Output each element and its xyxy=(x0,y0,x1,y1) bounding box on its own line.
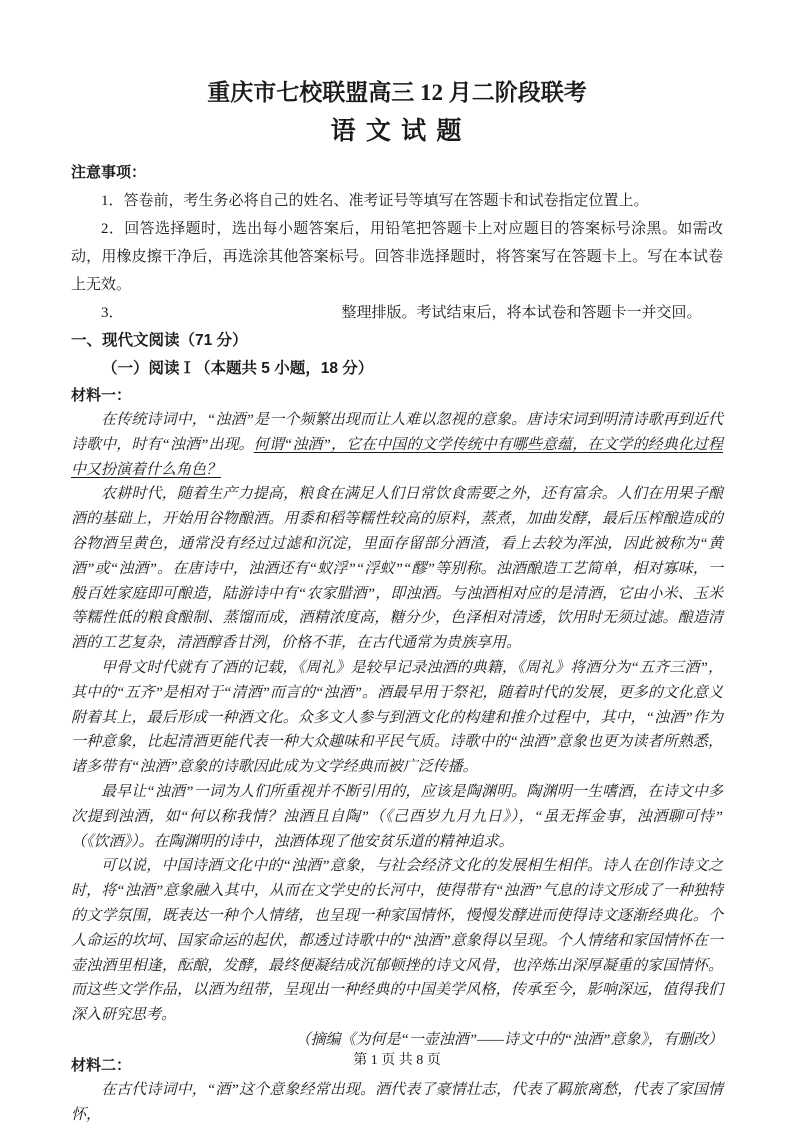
notice-section xyxy=(71,159,723,327)
material1-para4: 最早让“浊酒”一词为人们所重视并不断引用的，应该是陶渊明。陶渊明一生嗜酒，在诗文中多次提到浊酒，如“何以称我情？浊酒且自陶”（《己酉岁九月九日》），“虽无挥金事，浊酒聊可恃”（《饮酒》）。在陶渊明的诗中，浊酒体现了他安贫乐道的精神追求。 xyxy=(71,783,723,850)
material1-para5: 可以说，中国诗酒文化中的“浊酒”意象，与社会经济文化的发展相生相伴。诗人在创作诗文之时，将“浊酒”意象融入其中，从而在文学史的长河中，使得带有“浊酒”气息的诗文形成了一种独特的文学氛围，既表达一种个人情绪，也呈现一种家国情怀，慢慢发酵进而使得诗文逐渐经典化。个人命运的坎坷、国家命运的起伏，都透过诗歌中的“浊酒”意象得以呈现。个人情绪和家国情怀在一壶浊酒里相逢，酝酿，发酵，最终便凝结成沉郁顿挫的诗文风骨，也淬炼出深厚凝重的家国情怀。而这些文学作品，以酒为纽带，呈现出一种经典的中国美学风格，传承至今，影响深远，值得我们深入研究思考。 xyxy=(71,858,723,1024)
notice-item-1: 1．答卷前，考生务必将自己的姓名、准考证号等填写在答题卡和试卷指定位置上。 xyxy=(101,193,649,209)
notice-item-2: 2．回答选择题时，选出每小题答案后，用铅笔把答题卡上对应题目的答案标号涂黑。如需改动，用橡皮擦干净后，再选涂其他答案标号。回答非选择题时，将答案写在答题卡上。写在本试卷上无效。 xyxy=(71,221,723,293)
notice-heading: 注意事项： xyxy=(71,164,147,181)
exam-subtitle: 语 文 试 题 xyxy=(330,118,464,145)
material1-para1-underlined-question: 何谓“浊酒”，它在中国的文学传统中有哪些意蕴，在文学的经典化过程中又扮演着什么角色？ xyxy=(71,436,723,478)
material2-body xyxy=(71,1078,723,1127)
section-subheading-reading-1: （一）阅读Ⅰ（本题共 5 小题，18 分） xyxy=(102,360,374,377)
material1-para1-lead: 在传统诗词中，“浊酒”是一个频繁出现而让人难以忽视的意象。唐诗宋词到明清诗歌再到近代诗歌中，时有“浊酒”出现。 xyxy=(71,412,723,453)
exam-title: 重庆市七校联盟高三 12 月二阶段联考 xyxy=(207,80,587,105)
notice-item-3 xyxy=(71,299,723,327)
material1-para2: 农耕时代，随着生产力提高，粮食在满足人们日常饮食需要之外，还有富余。人们在用果子酿酒的基础上，开始用谷物酿酒。用黍和稻等糯性较高的原料，蒸煮，加曲发酵，最后压榨酿造成的谷物酒呈黄色，通常没有经过过滤和沉淀，里面存留部分酒渣，看上去较为浑浊，因此被称为“黄酒”或“浊酒”。在唐诗中，浊酒还有“蚁浮”“浮蚁”“醪”等别称。浊酒酿造工艺简单，相对寡味，一般百姓家庭即可酿造，陆游诗中有“农家腊酒”，即浊酒。与浊酒相对应的是清酒，它由小米、玉米等糯性低的粮食酿制、蒸馏而成，酒精浓度高，糖分少，色泽相对清透，饮用时无须过滤。酿造清酒的工艺复杂，清酒醇香甘洌，价格不菲，在古代通常为贵族享用。 xyxy=(71,486,723,652)
material2-label: 材料二： xyxy=(71,1056,132,1074)
material1-source-citation: （摘编《为何是“一壶浊酒”——诗文中的“浊酒”意象》，有删改） xyxy=(295,1031,723,1048)
material1-para1 xyxy=(71,408,723,482)
notice-item-3-text: 整理排版。考试结束后，将本试卷和答题卡一并交回。 xyxy=(341,305,702,321)
material1-label: 材料一： xyxy=(71,387,132,404)
notice-item-3-number: 3． xyxy=(101,305,124,321)
material2-para1: 在古代诗词中，“酒”这个意象经常出现。酒代表了豪情壮志，代表了羁旅离愁，代表了家国情怀， xyxy=(71,1081,723,1123)
page-number-footer: 第 1 页 共 8 页 xyxy=(353,1053,441,1068)
section-heading-modern-reading: 一、现代文阅读（71 分） xyxy=(71,332,248,349)
material1-body xyxy=(71,408,723,1053)
exam-header xyxy=(71,78,723,148)
material1-para3: 甲骨文时代就有了酒的记载，《周礼》是较早记录浊酒的典籍，《周礼》将酒分为“五齐三酒”，其中的“五齐”是相对于“清酒”而言的“浊酒”。酒最早用于祭祀，随着时代的发展，更多的文化意义附着其上，最后形成一种酒文化。众多文人参与到酒文化的构建和推介过程中，其中，“浊酒”作为一种意象，比起清酒更能代表一种大众趣味和平民气质。诗歌中的“浊酒”意象也更为读者所熟悉，诸多带有“浊酒”意象的诗歌因此成为文学经典而被广泛传播。 xyxy=(71,659,723,776)
